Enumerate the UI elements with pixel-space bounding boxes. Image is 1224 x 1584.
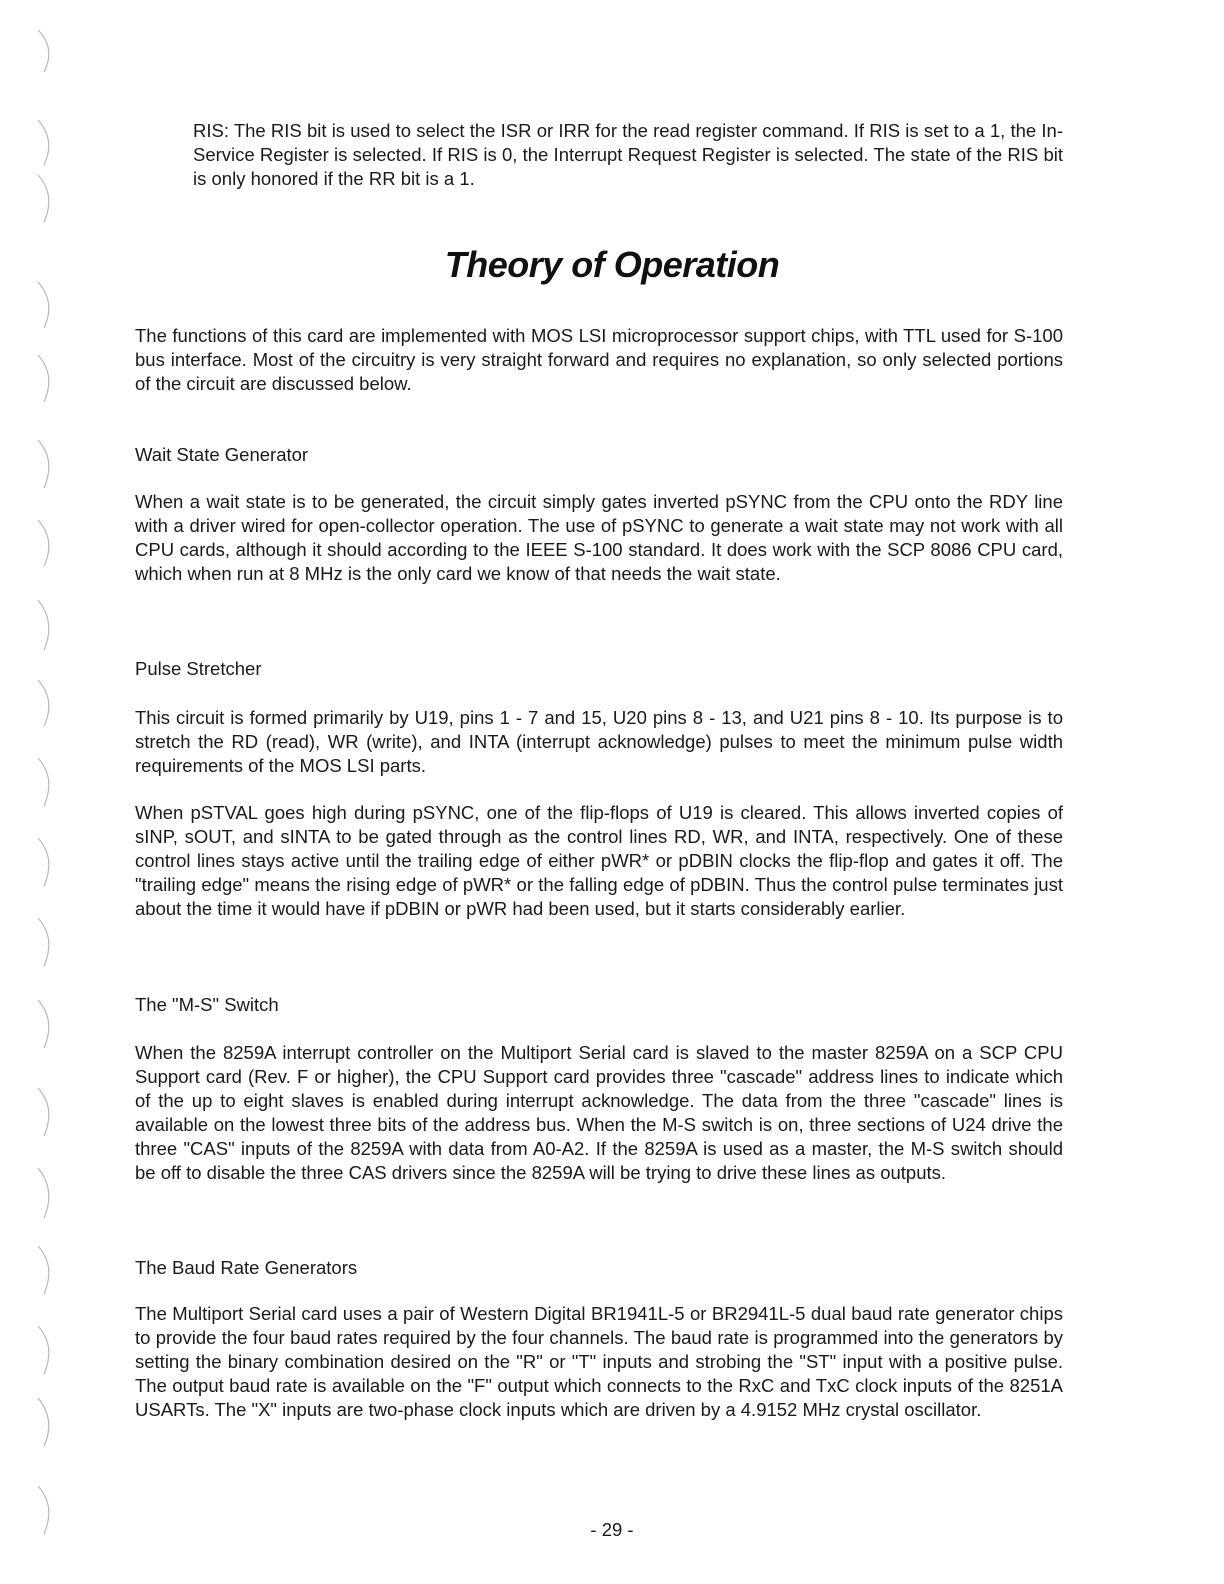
binding-mark <box>38 918 49 966</box>
ms-switch-paragraph: When the 8259A interrupt controller on the Multiport Serial card is slaved to the master 8259A on a SCP CPU Support card (Rev. F or higher), the CPU Support card provides three "cascade" address lines to indicate which of the up to eight slaves is enabled during interrupt acknowledge. The data from the three "cascade" lines is available on the lowest three bits of the address bus. When the M-S switch is on, three sections of U24 drive the three "CAS" inputs of the 8259A with data from A0-A2. If the 8259A is used as a master, the M-S switch should be off to disable the three CAS drivers since the 8259A will be trying to drive these lines as outputs. <box>135 1042 1063 1183</box>
binding-mark <box>38 30 49 72</box>
ris-paragraph: RIS: The RIS bit is used to select the ISR or IRR for the read register command. If RIS is set to a 1, the In-Service Register is selected. If RIS is 0, the Interrupt Request Register is selected. The state of the RIS bit is only honored if the RR bit is a 1. <box>193 120 1063 189</box>
pulse-stretcher-paragraph-1: This circuit is formed primarily by U19, pins 1 - 7 and 15, U20 pins 8 - 13, and U21 pins 8 - 10. Its purpose is to stretch the RD (read), WR (write), and INTA (interrupt acknowledge) pulses to meet the minimum pulse width requirements of the MOS LSI parts. <box>135 707 1063 776</box>
binding-mark <box>38 120 49 165</box>
pulse-stretcher-paragraph-2: When pSTVAL goes high during pSYNC, one of the flip-flops of U19 is cleared. This allows inverted copies of sINP, sOUT, and sINTA to be gated through as the control lines RD, WR, and INTA, respectively. One of these control lines stays active until the trailing edge of either pWR* or pDBIN clocks the flip-flop and gates it off. The "trailing edge" means the rising edge of pWR* or the falling edge of pDBIN. Thus the control pulse terminates just about the time it would have if pDBIN or pWR had been used, but it starts considerably earlier. <box>135 802 1063 919</box>
intro-paragraph: The functions of this card are implemented with MOS LSI microprocessor support chips, with TTL used for S-100 bus interface. Most of the circuitry is very straight forward and requires no explanation, so only selected portions of the circuit are discussed below. <box>135 325 1063 394</box>
binding-mark <box>38 355 49 402</box>
baud-rate-paragraph: The Multiport Serial card uses a pair of Western Digital BR1941L-5 or BR2941L-5 dual baud rate generator chips to provide the four baud rates required by the four channels. The baud rate is programmed into the generators by setting the binary combination desired on the "R" or "T" inputs and strobing the "ST" input with a positive pulse. The output baud rate is available on the "F" output which connects to the RxC and TxC clock inputs of the 8251A USARTs. The "X" inputs are two-phase clock inputs which are driven by a 4.9152 MHz crystal oscillator. <box>135 1303 1063 1420</box>
binding-mark <box>38 1000 49 1048</box>
ms-switch-heading: The "M-S" Switch <box>135 994 279 1015</box>
binding-mark <box>38 1398 49 1446</box>
binding-mark <box>38 1326 49 1374</box>
binding-mark <box>38 520 49 566</box>
page-title: Theory of Operation <box>444 244 780 285</box>
binding-mark <box>38 1168 49 1218</box>
binding-mark <box>38 680 49 726</box>
pulse-stretcher-heading: Pulse Stretcher <box>135 658 262 679</box>
binding-mark <box>38 838 49 886</box>
binding-mark <box>38 1088 49 1136</box>
wait-state-paragraph: When a wait state is to be generated, the circuit simply gates inverted pSYNC from the CPU onto the RDY line with a driver wired for open-collector operation. The use of pSYNC to generate a wait state may not work with all CPU cards, although it should according to the IEEE S-100 standard. It does work with the SCP 8086 CPU card, which when run at 8 MHz is the only card we know of that needs the wait state. <box>135 491 1063 584</box>
binding-hole-marks <box>30 0 70 1584</box>
baud-rate-heading: The Baud Rate Generators <box>135 1257 358 1278</box>
binding-mark <box>38 175 49 222</box>
binding-mark <box>38 1246 49 1294</box>
binding-mark <box>38 440 49 488</box>
binding-mark <box>38 282 49 328</box>
binding-mark <box>38 758 49 806</box>
wait-state-heading: Wait State Generator <box>135 444 309 465</box>
binding-mark <box>38 600 49 650</box>
page-number: - 29 - <box>590 1519 634 1540</box>
